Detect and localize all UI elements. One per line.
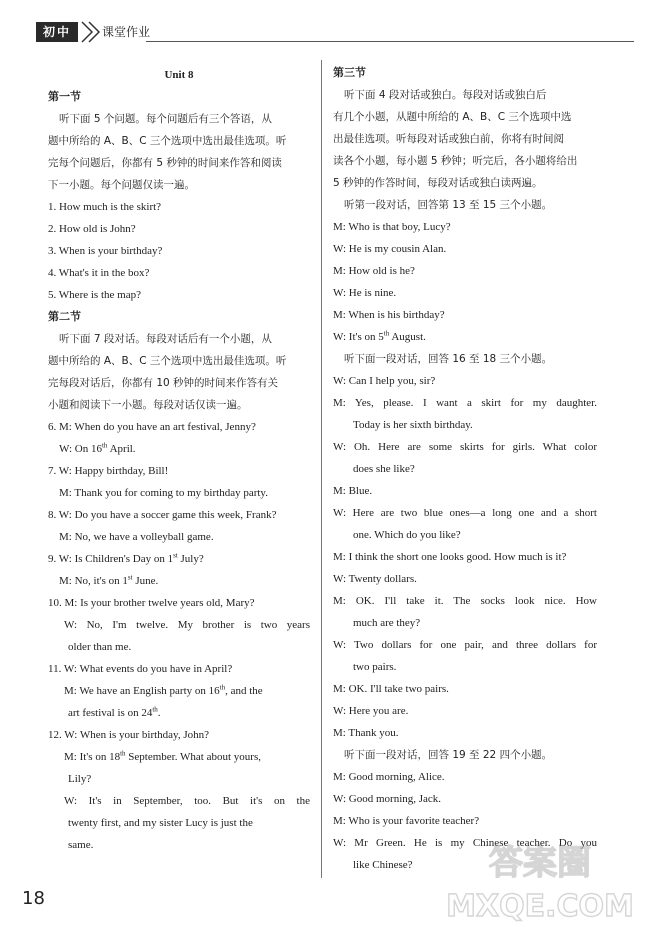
dialogue-line: M: It's on 18th September. What about yours, — [64, 749, 261, 763]
dialogue-line: W: He is my cousin Alan. — [333, 243, 447, 255]
question-item: 3. When is your birthday? — [48, 245, 163, 257]
dialogue-line: W: Here you are. — [333, 705, 409, 717]
dialogue-line: M: OK. I'll take it. The socks look nice. How — [333, 595, 597, 607]
section-3-heading: 第三节 — [333, 66, 366, 79]
svg-text:答案圈: 答案圈 — [489, 843, 591, 883]
instruction-line: 完每段对话后，你都有 10 秒钟的时间来作答有关 — [48, 377, 279, 389]
dialogue-line: 10. M: Is your brother twelve years old, Mary? — [48, 597, 255, 609]
dialogue-line: M: Thank you for coming to my birthday party. — [59, 487, 268, 499]
instruction-line: 听下面 7 段对话。每段对话后有一个小题，从 — [59, 333, 272, 345]
question-item: 1. How much is the skirt? — [48, 201, 162, 213]
dialogue-line: M: Good morning, Alice. — [333, 771, 445, 783]
dialogue-line: W: Can I help you, sir? — [333, 375, 436, 387]
instruction-line: 5 秒钟的作答时间，每段对话或独白读两遍。 — [333, 177, 543, 189]
dialogue-line: M: We have an English party on 16th, and the — [64, 683, 263, 697]
dialogue-line: M: OK. I'll take two pairs. — [333, 683, 449, 695]
dialogue-line: older than me. — [68, 641, 132, 653]
dialogue-line: 7. W: Happy birthday, Bill! — [48, 465, 169, 477]
dialogue-line: one. Which do you like? — [353, 529, 461, 541]
dialogue-line: 12. W: When is your birthday, John? — [48, 729, 210, 741]
dialogue-line: much are they? — [353, 617, 421, 629]
dialogue-line: 11. W: What events do you have in April? — [48, 663, 233, 675]
column-divider — [321, 60, 322, 878]
left-column — [48, 64, 310, 856]
dialogue-line: like Chinese? — [353, 859, 413, 871]
dialogue-line: M: Who is that boy, Lucy? — [333, 221, 451, 233]
instruction-line: 听下面 4 段对话或独白。每段对话或独白后 — [344, 89, 547, 101]
watermark-logo — [440, 838, 640, 922]
instruction-line: 完每个问题后，你都有 5 秒钟的时间来作答和阅读 — [48, 157, 282, 169]
dialogue-line: W: Two dollars for one pair, and three dollars for — [333, 639, 597, 651]
dialogue-line: W: Here are two blue ones—a long one and a short — [333, 507, 597, 519]
dialogue-line: 8. W: Do you have a soccer game this week, Frank? — [48, 509, 277, 521]
dialogue-line: M: No, it's on 1st June. — [59, 573, 159, 587]
instruction-line: 出最佳选项。听每段对话或独白前，你将有时间阅 — [333, 133, 564, 145]
page-header — [36, 20, 596, 44]
dialogue-line: W: Twenty dollars. — [333, 573, 417, 585]
dialogue-line: two pairs. — [353, 661, 397, 673]
grade-tag: 初中 — [36, 22, 78, 42]
question-item: 5. Where is the map? — [48, 289, 141, 301]
dialogue-line: 9. W: Is Children's Day on 1st July? — [48, 551, 204, 565]
dialogue-line: M: Thank you. — [333, 727, 399, 739]
dialogue-line: W: It's in September, too. But it's on the — [64, 795, 310, 807]
instruction-line: 题中所给的 A、B、C 三个选项中选出最佳选项。听 — [48, 135, 287, 147]
instruction-line: 读各个小题，每小题 5 秒钟；听完后，各小题将给出 — [333, 155, 578, 167]
dialogue-line: M: No, we have a volleyball game. — [59, 531, 214, 543]
right-column — [333, 62, 597, 876]
instruction-line: 听下面 5 个问题。每个问题后有三个答语，从 — [59, 113, 272, 125]
dialogue-line: M: Yes, please. I want a skirt for my daughter. — [333, 397, 597, 409]
section-2-heading: 第二节 — [48, 310, 81, 323]
dialogue-line: same. — [68, 839, 94, 851]
dialogue-line: M: Who is your favorite teacher? — [333, 815, 480, 827]
dialogue-line: art festival is on 24th. — [68, 705, 161, 719]
instruction-line: 小题和阅读下一小题。每段对话仅读一遍。 — [48, 399, 248, 411]
page-number: 18 — [22, 888, 45, 909]
dialogue-line: 6. M: When do you have an art festival, Jenny? — [48, 421, 256, 433]
dialogue-line: W: No, I'm twelve. My brother is two years — [64, 619, 310, 631]
dialogue-line: M: When is his birthday? — [333, 309, 445, 321]
dialogue-line: W: He is nine. — [333, 287, 397, 299]
instruction-line: 下一小题。每个问题仅读一遍。 — [48, 179, 195, 191]
dialogue-line: W: On 16th April. — [59, 441, 136, 455]
dialogue-line: does she like? — [353, 463, 415, 475]
dialogue-intro: 听下面一段对话，回答 16 至 18 三个小题。 — [344, 353, 553, 365]
section-1-heading: 第一节 — [48, 90, 81, 103]
dialogue-line: W: It's on 5th August. — [333, 329, 426, 343]
dialogue-line: M: Blue. — [333, 485, 373, 497]
unit-title: Unit 8 — [164, 69, 194, 81]
dialogue-line: W: Good morning, Jack. — [333, 793, 442, 805]
header-rule — [146, 41, 634, 42]
dialogue-line: M: I think the short one looks good. How much is it? — [333, 551, 567, 563]
dialogue-line: W: Oh. Here are some skirts for girls. What color — [333, 441, 597, 453]
dialogue-intro: 听下面一段对话，回答 19 至 22 四个小题。 — [344, 749, 553, 761]
instruction-line: 题中所给的 A、B、C 三个选项中选出最佳选项。听 — [48, 355, 287, 367]
dialogue-line: Lily? — [68, 773, 92, 785]
svg-text:MXQE.COM: MXQE.COM — [446, 889, 634, 922]
question-item: 2. How old is John? — [48, 223, 136, 235]
dialogue-line: Today is her sixth birthday. — [353, 419, 473, 431]
header-title: 课堂作业 — [102, 25, 151, 39]
dialogue-intro: 听第一段对话，回答第 13 至 15 三个小题。 — [344, 199, 553, 211]
question-item: 4. What's it in the box? — [48, 267, 150, 279]
dialogue-line: twenty first, and my sister Lucy is just the — [68, 817, 253, 829]
dialogue-line: M: How old is he? — [333, 265, 415, 277]
dialogue-line: W: Mr Green. He is my Chinese teacher. Do you — [333, 837, 597, 849]
instruction-line: 有几个小题，从题中所给的 A、B、C 三个选项中选 — [333, 111, 572, 123]
